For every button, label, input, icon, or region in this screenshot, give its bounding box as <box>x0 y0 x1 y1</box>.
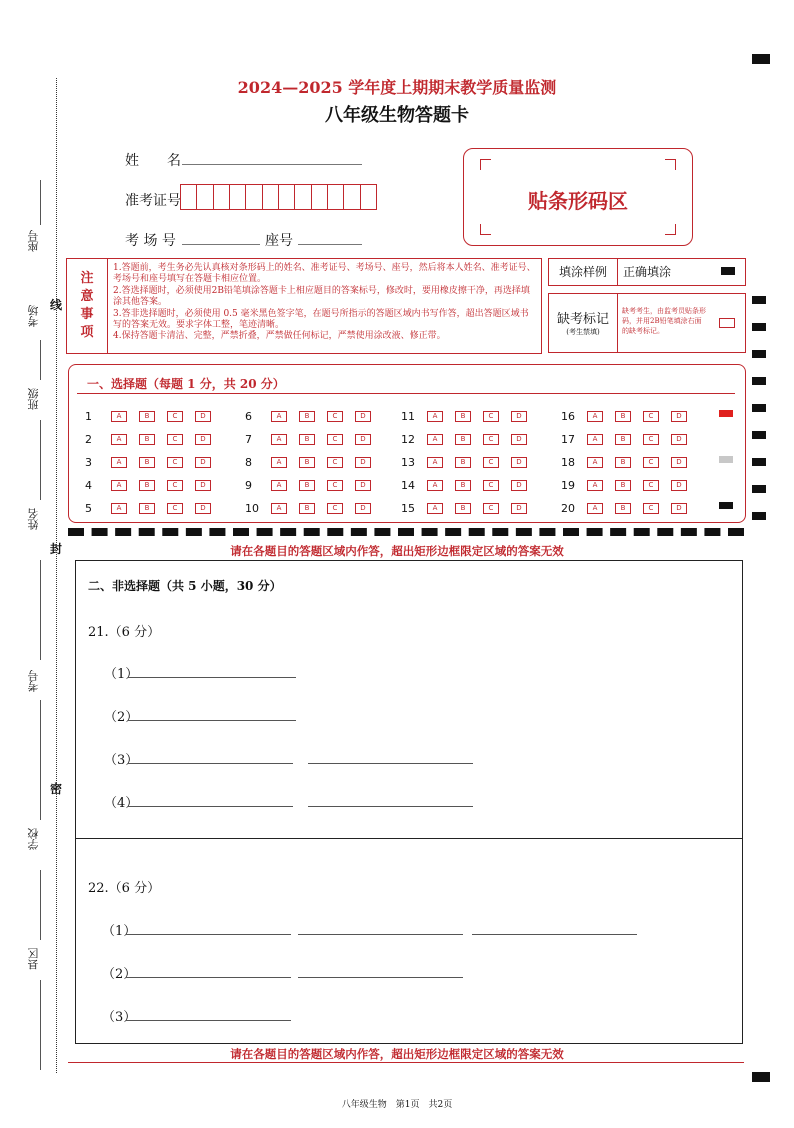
page-footer: 八年级生物 第1页 共2页 <box>341 1100 453 1110</box>
note-item: 4.保持答题卡清洁、完整，严禁折叠，严禁做任何标记，严禁使用涂改液、修正带。 <box>113 331 446 342</box>
q21-label: 21.（6 分） <box>88 625 161 640</box>
option-bubble[interactable]: B <box>299 503 315 514</box>
name-field[interactable] <box>182 150 362 165</box>
exam-no-label: 准考证号 <box>125 193 181 209</box>
absent-sub-label: (考生禁填) <box>566 328 600 336</box>
positioning-mark <box>752 1072 770 1082</box>
q21-answer-line[interactable] <box>308 763 473 764</box>
section2-heading: 二、非选择题（共 5 小题，30 分） <box>88 579 282 593</box>
mc-question-row <box>85 409 223 423</box>
binding-dotted-line <box>56 78 57 1073</box>
option-bubble[interactable]: C <box>483 457 499 468</box>
q21-sub3: （3） <box>104 753 139 768</box>
seal-char-secret: 密 <box>50 782 63 796</box>
option-bubble[interactable]: A <box>427 411 443 422</box>
option-bubble[interactable]: A <box>427 480 443 491</box>
q22-sub1: （1） <box>102 924 137 939</box>
option-bubble[interactable]: A <box>271 411 287 422</box>
option-bubble[interactable]: C <box>167 503 183 514</box>
side-label-name: 姓名 <box>27 508 40 530</box>
option-bubble[interactable]: A <box>587 457 603 468</box>
option-bubble[interactable]: B <box>139 480 155 491</box>
option-bubble[interactable]: D <box>511 434 527 445</box>
question-number: 4 <box>85 478 92 492</box>
question-number: 2 <box>85 432 92 446</box>
mc-question-row <box>245 409 383 423</box>
mc-question-row <box>561 409 699 423</box>
mc-question-row <box>401 409 539 423</box>
option-bubble[interactable]: B <box>615 411 631 422</box>
q22-label: 22.（6 分） <box>88 881 161 896</box>
notes-body <box>113 263 537 343</box>
mc-question-row <box>85 478 223 492</box>
option-bubble[interactable]: B <box>455 457 471 468</box>
barcode-label: 贴条形码区 <box>528 189 628 213</box>
filled-bubble-sample <box>721 267 735 275</box>
option-bubble[interactable]: A <box>427 503 443 514</box>
side-line <box>40 700 41 820</box>
option-bubble[interactable]: C <box>483 411 499 422</box>
option-bubble[interactable]: A <box>111 480 127 491</box>
question-number: 3 <box>85 455 92 469</box>
option-bubble[interactable]: C <box>643 457 659 468</box>
mc-question-row <box>245 455 383 469</box>
q21-answer-line[interactable] <box>308 806 473 807</box>
option-bubble[interactable]: D <box>671 457 687 468</box>
q21-answer-line[interactable] <box>128 677 296 678</box>
question-number: 12 <box>401 432 415 446</box>
option-bubble[interactable]: C <box>327 411 343 422</box>
option-bubble[interactable]: C <box>327 503 343 514</box>
option-bubble[interactable]: A <box>111 457 127 468</box>
side-label-seat: 座号 <box>27 230 40 252</box>
q22-answer-line[interactable] <box>298 977 463 978</box>
option-bubble[interactable]: C <box>483 503 499 514</box>
tear-separator <box>68 528 744 536</box>
option-bubble[interactable]: D <box>511 480 527 491</box>
question-number: 17 <box>561 432 575 446</box>
mc-question-row <box>85 432 223 446</box>
notes-box <box>66 258 542 354</box>
q22-answer-line[interactable] <box>126 1020 291 1021</box>
option-bubble[interactable]: C <box>483 480 499 491</box>
q21-answer-line[interactable] <box>128 763 293 764</box>
multiple-choice-section <box>68 364 746 523</box>
color-swatch-gray <box>719 456 733 463</box>
option-bubble[interactable]: C <box>167 480 183 491</box>
option-bubble[interactable]: A <box>587 480 603 491</box>
q22-answer-line[interactable] <box>472 934 637 935</box>
mc-question-row <box>85 455 223 469</box>
absent-bubble[interactable] <box>719 318 735 328</box>
q22-answer-line[interactable] <box>126 934 291 935</box>
mc-question-row <box>401 455 539 469</box>
notes-heading: 注 意 事 项 <box>67 259 108 353</box>
section1-heading: 一、选择题（每题 1 分，共 20 分） <box>87 377 285 391</box>
side-label-district: 县区 <box>27 948 40 970</box>
option-bubble[interactable]: B <box>455 480 471 491</box>
color-swatch-black <box>719 502 733 509</box>
option-bubble[interactable]: C <box>167 434 183 445</box>
option-bubble[interactable]: A <box>111 434 127 445</box>
option-bubble[interactable]: C <box>483 434 499 445</box>
option-bubble[interactable]: B <box>299 411 315 422</box>
option-bubble[interactable]: A <box>587 434 603 445</box>
option-bubble[interactable]: D <box>511 503 527 514</box>
side-line <box>40 340 41 380</box>
option-bubble[interactable]: C <box>643 411 659 422</box>
fill-example-label: 填涂样例 <box>549 259 618 285</box>
note-item: 1.答题前，考生务必先认真核对条形码上的姓名、准考证号、考场号、座号，然后将本人姓名、准考证号、考场号和座号填写在答题卡相应位置。 <box>113 263 536 285</box>
seat-label: 座号 <box>265 233 293 249</box>
absent-note: 缺考考生，由监考员贴条形码，并用2B铅笔填涂右面的缺考标记。 <box>622 307 706 335</box>
option-bubble[interactable]: A <box>427 434 443 445</box>
timing-marks <box>752 296 766 520</box>
mc-question-row <box>85 501 223 515</box>
name-label: 姓 名 <box>125 153 181 169</box>
q22-sub3: （3） <box>102 1010 137 1025</box>
exam-title: 2024—2025 学年度上期期末教学质量监测 <box>237 78 557 97</box>
q21-sub4: （4） <box>104 796 139 811</box>
section1-divider <box>77 393 735 394</box>
side-label-room: 考场 <box>27 305 40 327</box>
option-bubble[interactable]: C <box>327 457 343 468</box>
option-bubble[interactable]: C <box>327 480 343 491</box>
option-bubble[interactable]: D <box>195 434 211 445</box>
answer-sheet-title: 八年级生物答题卡 <box>325 105 469 126</box>
option-bubble[interactable]: B <box>455 503 471 514</box>
option-bubble[interactable]: A <box>111 503 127 514</box>
option-bubble[interactable]: A <box>271 503 287 514</box>
option-bubble[interactable]: B <box>139 434 155 445</box>
option-bubble[interactable]: C <box>327 434 343 445</box>
side-line <box>40 560 41 660</box>
color-swatch-red <box>719 410 733 417</box>
option-bubble[interactable]: A <box>427 457 443 468</box>
option-bubble[interactable]: D <box>195 411 211 422</box>
question-number: 8 <box>245 455 252 469</box>
side-label-exam-no: 考号 <box>27 670 40 692</box>
mc-question-row <box>561 432 699 446</box>
question-number: 19 <box>561 478 575 492</box>
question-number: 11 <box>401 409 415 423</box>
side-label-school: 学校 <box>27 828 40 850</box>
mc-question-row <box>401 432 539 446</box>
option-bubble[interactable]: B <box>615 480 631 491</box>
option-bubble[interactable]: B <box>455 434 471 445</box>
option-bubble[interactable]: D <box>671 411 687 422</box>
positioning-mark <box>752 54 770 64</box>
fill-example-box <box>548 258 746 286</box>
bottom-rule <box>68 1062 744 1063</box>
question-number: 9 <box>245 478 252 492</box>
side-line <box>40 180 41 225</box>
mc-question-row <box>245 501 383 515</box>
option-bubble[interactable]: D <box>671 434 687 445</box>
mc-question-row <box>401 501 539 515</box>
option-bubble[interactable]: D <box>671 480 687 491</box>
option-bubble[interactable]: D <box>355 457 371 468</box>
option-bubble[interactable]: C <box>167 411 183 422</box>
absent-mark-box <box>548 293 746 353</box>
mc-question-row <box>245 432 383 446</box>
option-bubble[interactable]: D <box>511 457 527 468</box>
seat-field[interactable] <box>298 230 362 245</box>
question-number: 13 <box>401 455 415 469</box>
mc-question-row <box>561 501 699 515</box>
option-bubble[interactable]: A <box>271 457 287 468</box>
q21-sub2: （2） <box>104 710 139 725</box>
option-bubble[interactable]: C <box>643 480 659 491</box>
side-label-class: 班级 <box>27 388 40 410</box>
option-bubble[interactable]: B <box>139 503 155 514</box>
option-bubble[interactable]: B <box>455 411 471 422</box>
absent-label: 缺考标记 <box>556 312 609 327</box>
q21-sub1: （1） <box>104 667 139 682</box>
room-label: 考 场 号 <box>125 233 176 249</box>
mc-question-row <box>561 478 699 492</box>
option-bubble[interactable]: D <box>511 411 527 422</box>
mc-question-row <box>401 478 539 492</box>
q21-answer-line[interactable] <box>128 720 296 721</box>
q21-answer-line[interactable] <box>128 806 293 807</box>
option-bubble[interactable]: D <box>355 411 371 422</box>
option-bubble[interactable]: B <box>615 457 631 468</box>
question-number: 18 <box>561 455 575 469</box>
option-bubble[interactable]: A <box>271 434 287 445</box>
q22-answer-line[interactable] <box>298 934 463 935</box>
option-bubble[interactable]: D <box>195 503 211 514</box>
correct-fill-label: 正确填涂 <box>623 265 672 279</box>
question-number: 1 <box>85 409 92 423</box>
option-bubble[interactable]: D <box>671 503 687 514</box>
mc-question-row <box>245 478 383 492</box>
option-bubble[interactable]: A <box>587 503 603 514</box>
option-bubble[interactable]: B <box>139 457 155 468</box>
option-bubble[interactable]: D <box>195 480 211 491</box>
barcode-area[interactable] <box>463 148 693 246</box>
option-bubble[interactable]: C <box>167 457 183 468</box>
question-number: 20 <box>561 501 575 515</box>
option-bubble[interactable]: D <box>355 434 371 445</box>
non-mc-section <box>75 560 743 1044</box>
option-bubble[interactable]: C <box>643 503 659 514</box>
boundary-hint-top: 请在各题目的答题区域内作答，超出矩形边框限定区域的答案无效 <box>230 544 564 558</box>
question-number: 7 <box>245 432 252 446</box>
option-bubble[interactable]: A <box>111 411 127 422</box>
question-divider <box>76 838 742 839</box>
option-bubble[interactable]: B <box>139 411 155 422</box>
q22-answer-line[interactable] <box>126 977 291 978</box>
side-line <box>40 870 41 940</box>
option-bubble[interactable]: D <box>355 503 371 514</box>
seal-char-seal: 封 <box>50 542 63 556</box>
option-bubble[interactable]: B <box>299 434 315 445</box>
seal-char-line: 线 <box>50 298 63 312</box>
question-number: 6 <box>245 409 252 423</box>
side-line <box>40 420 41 500</box>
option-bubble[interactable]: B <box>299 457 315 468</box>
option-bubble[interactable]: A <box>271 480 287 491</box>
option-bubble[interactable]: B <box>615 434 631 445</box>
question-number: 14 <box>401 478 415 492</box>
q22-sub2: （2） <box>102 967 137 982</box>
option-bubble[interactable]: A <box>587 411 603 422</box>
option-bubble[interactable]: B <box>299 480 315 491</box>
boundary-hint-bottom: 请在各题目的答题区域内作答，超出矩形边框限定区域的答案无效 <box>230 1047 564 1061</box>
question-number: 16 <box>561 409 575 423</box>
option-bubble[interactable]: B <box>615 503 631 514</box>
note-item: 3.答非选择题时，必须使用 0.5 毫米黑色签字笔，在题号所指示的答题区域内书写作答，超出答题区域书写的答案无效。要求字体工整，笔迹清晰。 <box>113 308 529 331</box>
option-bubble[interactable]: C <box>643 434 659 445</box>
mc-question-row <box>561 455 699 469</box>
room-field[interactable] <box>182 230 260 245</box>
note-item: 2.答选择题时，必须使用2B铅笔填涂答题卡上相应题目的答案标号，修改时，要用橡皮擦干净，再选择填涂其他答案。 <box>113 285 530 308</box>
exam-no-boxes[interactable] <box>180 184 377 210</box>
question-number: 15 <box>401 501 415 515</box>
option-bubble[interactable]: D <box>355 480 371 491</box>
question-number: 10 <box>245 501 259 515</box>
question-number: 5 <box>85 501 92 515</box>
option-bubble[interactable]: D <box>195 457 211 468</box>
